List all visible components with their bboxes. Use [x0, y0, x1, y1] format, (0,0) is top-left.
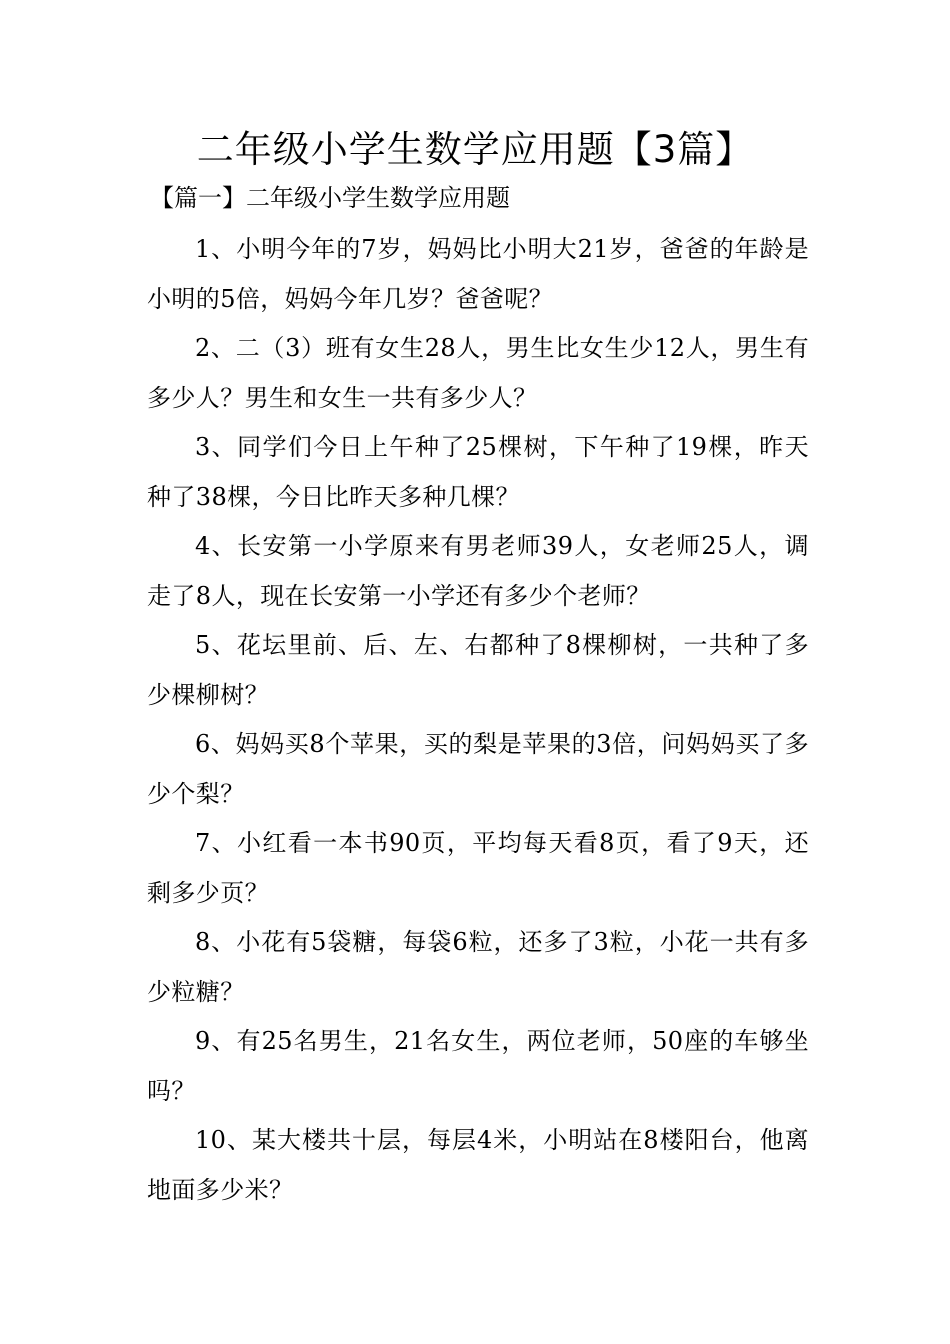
document-title: 二年级小学生数学应用题【3篇】 — [196, 128, 754, 171]
question-list — [147, 225, 809, 1215]
question-item: 4、长安第一小学原来有男老师39人，女老师25人，调走了8人，现在长安第一小学还有多少个老师？ — [147, 532, 809, 610]
question-item: 10、某大楼共十层，每层4米，小明站在8楼阳台，他离地面多少米？ — [147, 1126, 809, 1204]
question-item: 1、小明今年的7岁，妈妈比小明大21岁，爸爸的年龄是小明的5倍，妈妈今年几岁？爸爸呢？ — [147, 235, 809, 313]
question-item: 7、小红看一本书90页，平均每天看8页，看了9天，还剩多少页？ — [147, 829, 809, 907]
question-item: 9、有25名男生，21名女生，两位老师，50座的车够坐吗？ — [147, 1027, 809, 1105]
question-item: 5、花坛里前、后、左、右都种了8棵柳树，一共种了多少棵柳树？ — [147, 631, 809, 709]
section-heading: 【篇一】二年级小学生数学应用题 — [150, 184, 510, 212]
question-item: 2、二（3）班有女生28人，男生比女生少12人，男生有多少人？男生和女生一共有多少人？ — [147, 334, 809, 412]
question-item: 3、同学们今日上午种了25棵树，下午种了19棵，昨天种了38棵，今日比昨天多种几棵？ — [147, 433, 809, 511]
question-item: 8、小花有5袋糖，每袋6粒，还多了3粒，小花一共有多少粒糖？ — [147, 928, 809, 1006]
question-item: 6、妈妈买8个苹果，买的梨是苹果的3倍，问妈妈买了多少个梨？ — [147, 730, 809, 808]
